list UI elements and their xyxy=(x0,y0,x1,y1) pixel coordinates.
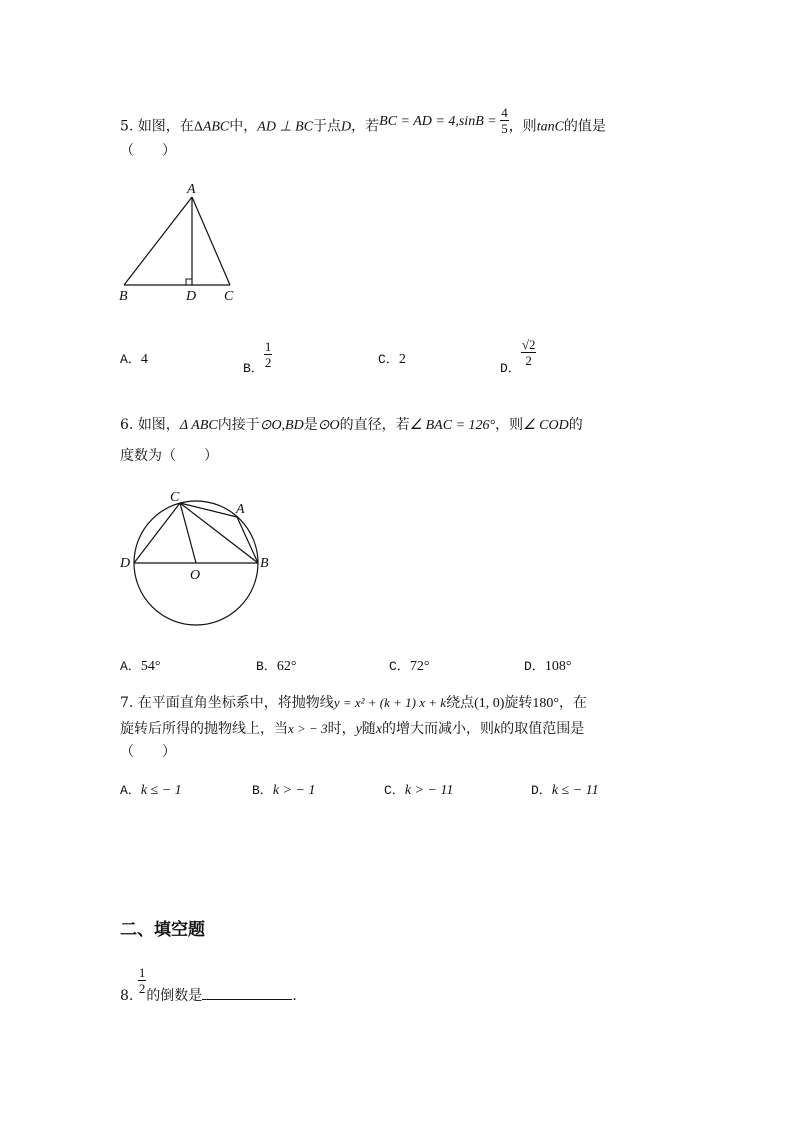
q6-stem-line2: 度数为（ ） xyxy=(120,448,218,464)
q6-option-d[interactable]: D．108° xyxy=(524,659,572,674)
q6-option-a[interactable]: A．54° xyxy=(120,659,161,674)
q5-triangle-figure xyxy=(112,178,252,306)
q5-option-a[interactable]: A．4 xyxy=(120,352,148,367)
label-c: C xyxy=(224,289,234,304)
q6-stem: 6. 如图，Δ ABC内接于⊙O,BD是⊙O的直径，若∠ BAC = 126°，则∠ COD的 xyxy=(120,417,583,433)
q7-option-b[interactable]: B．k > − 1 xyxy=(252,783,316,798)
label-b: B xyxy=(119,289,128,304)
label-d: D xyxy=(120,556,131,571)
q5-option-d[interactable]: D． $\frac{√2}{2}$ xyxy=(500,337,536,376)
q6-circle-figure xyxy=(112,484,282,632)
q8-stem: 8. $\frac{1}{2}$ 的倒数是 . xyxy=(120,965,297,1004)
q7-answer-paren: （ ） xyxy=(120,744,176,760)
q6-option-c[interactable]: C．72° xyxy=(389,659,430,674)
q7-option-d[interactable]: D．k ≤ − 11 xyxy=(531,783,599,798)
q7-option-c[interactable]: C．k > − 11 xyxy=(384,783,454,798)
q5-option-b[interactable]: B． $\frac{1}{2}$ xyxy=(243,339,272,376)
q7-stem-line2: 旋转后所得的抛物线上，当x > − 3时，y随x的增大而减小，则k的取值范围是 xyxy=(120,721,585,737)
label-c: C xyxy=(170,490,180,505)
answer-blank[interactable] xyxy=(202,985,292,1000)
q7-option-a[interactable]: A．k ≤ − 1 xyxy=(120,783,182,798)
sinb-fraction: $\frac{4}{5}$ xyxy=(501,105,508,136)
label-a: A xyxy=(236,502,245,517)
q8-fraction: $\frac{1}{2}$ xyxy=(138,965,146,996)
q5-answer-paren: （ ） xyxy=(120,143,176,159)
label-a: A xyxy=(187,182,196,197)
q6-option-b[interactable]: B．62° xyxy=(256,659,297,674)
label-d: D xyxy=(186,289,197,304)
q5-option-c[interactable]: C．2 xyxy=(378,352,406,367)
label-o: O xyxy=(190,568,201,583)
q7-stem: 7. 在平面直角坐标系中，将抛物线y = x² + (k + 1) x + k绕点(1, 0)旋转180°，在 xyxy=(120,695,587,711)
section-title-fill-in: 二、填空题 xyxy=(120,920,205,940)
label-b: B xyxy=(260,556,269,571)
q5-stem: 5. 如图，在ΔABC中，AD ⊥ BC于点D，若BC = AD = 4,sinB = $\frac{4}{5}$ ，则tanC的值是 xyxy=(120,105,606,136)
